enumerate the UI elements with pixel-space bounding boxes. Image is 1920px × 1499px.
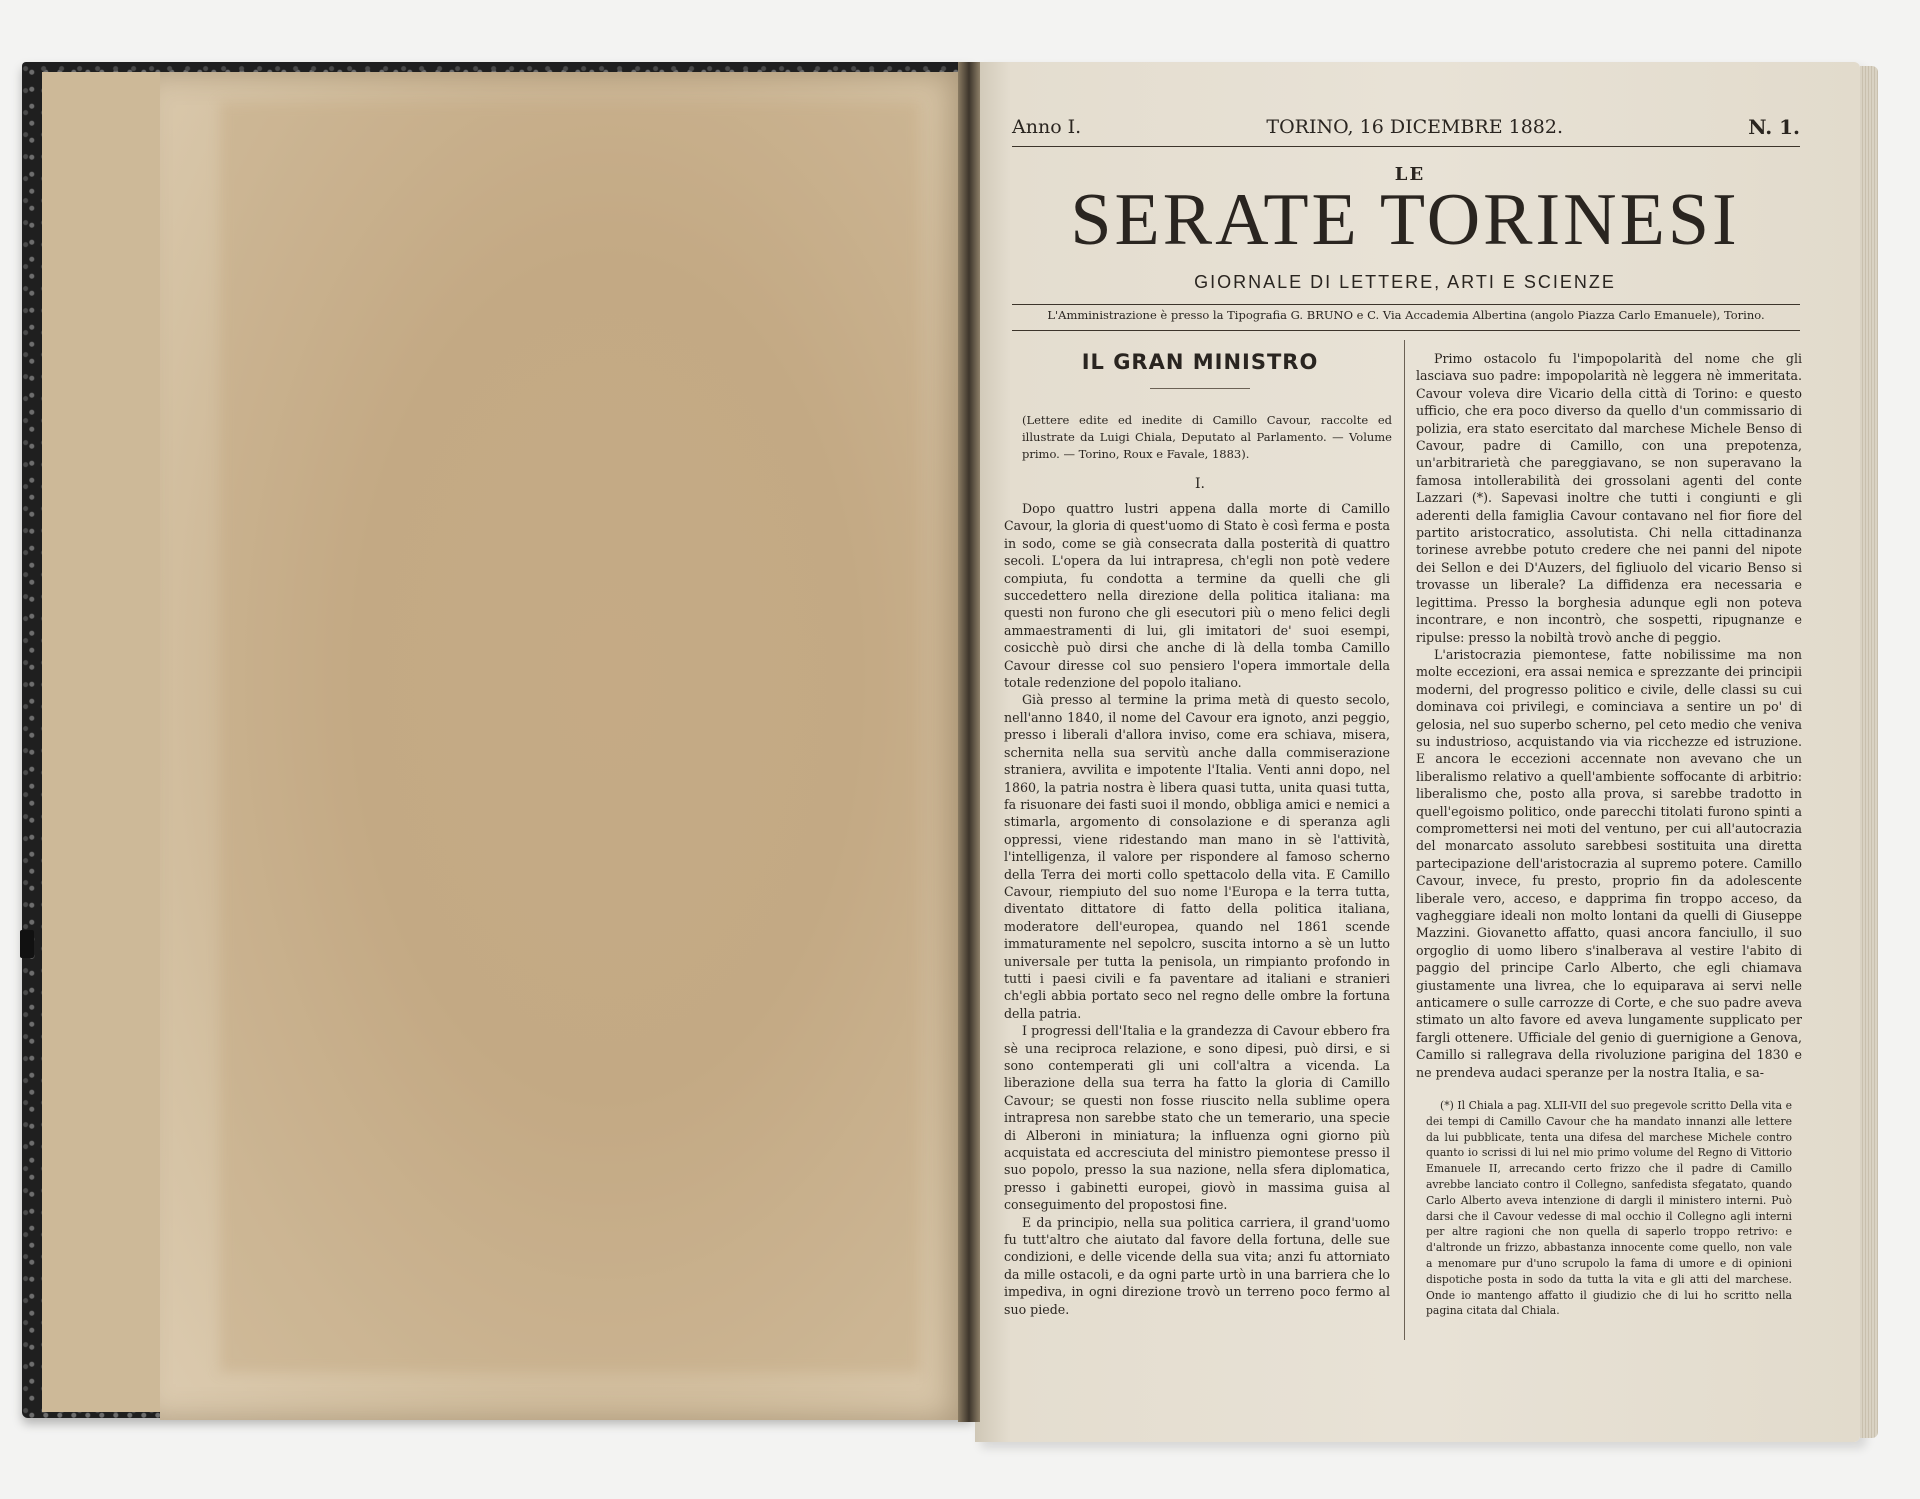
paragraph: Primo ostacolo fu l'impopolarità del nome che gli lasciava suo padre: impopolarità nè leggera nè immeritata. Cavour voleva dire Vicario della città di Torino: e questo ufficio, che era poco diverso da quello d'un commissario di polizia, era stato esercitato dal marchese Michele Benso di Cavour, padre di Camillo, con una prepotenza, un'arbitrarietà che pareggiavano, se non superavano la famosa intollerabilità dei grossolani agenti del conte Lazzari (*). Sapevasi inoltre che tutti i congiunti e gli aderenti della famiglia Cavour contavano nel fior fiore del partito aristocratico, assolutista. Chi nella cittadinanza torinese avrebbe potuto credere che nei panni del nipote dei Sellon e dei D'Auzers, del figliuolo del vicario Benso si trovasse un liberale? La diffidenza era necessaria e legittima. Presso la borghesia adunque egli non poteva incontrare, e non incontrò, che sospetti, ripugnanze e ripulse: presso la nobiltà trovò anche di peggio.	[1416, 351, 1802, 645]
masthead-rule	[1012, 146, 1800, 147]
administration-line: L'Amministrazione è presso la Tipografia G. BRUNO e C. Via Accademia Albertina (angolo Piazza Carlo Emanuele), Torino.	[1047, 308, 1765, 322]
left-page-stain	[220, 102, 920, 1372]
blank-left-page	[160, 72, 972, 1420]
issue-number: N. 1.	[1748, 115, 1800, 139]
page-edges	[1860, 66, 1878, 1438]
cover-clasp	[20, 930, 34, 958]
paragraph: Dopo quattro lustri appena dalla morte di Camillo Cavour, la gloria di quest'uomo di Stato è così ferma e posta in sodo, come se già consecrata dalla posterità di quattro secoli. L'opera da lui intrapresa, ch'egli non potè vedere compiuta, fu condotta a termine da quelli che gli succedettero nella direzione della politica italiana: ma questi non furono che gli esecutori più o meno felici degli ammaestramenti di lui, gli imitatori de' suoi esempi, cosicchè può dirsi che anche di là della tomba Camillo Cavour diresse col suo pensiero l'opera immortale della totale redenzione del popolo italiano.	[1004, 501, 1390, 691]
admin-rule-bottom	[1012, 330, 1800, 331]
article-source: (Lettere edite ed inedite di Camillo Cavour, raccolte ed illustrate da Luigi Chiala, Deputato al Parlamento. — Volume primo. — Torino, Roux e Favale, 1883).	[1022, 413, 1392, 461]
section-number: I.	[1195, 476, 1205, 492]
newspaper-subtitle: GIORNALE DI LETTERE, ARTI E SCIENZE	[1194, 272, 1616, 292]
newspaper-title: SERATE TORINESI	[1070, 179, 1740, 261]
admin-rule-top	[1012, 304, 1800, 305]
footnote	[1426, 1098, 1792, 1318]
paragraph: L'aristocrazia piemontese, fatte nobilissime ma non molte eccezioni, era assai nemica e sprezzante dei principii moderni, del progresso politico e civile, delle classi su cui dominava coi privilegi, e cominciava a sentire un po' di gelosia, nel suo superbo scherno, pel ceto medio che veniva su industrioso, acquistando via via ricchezze ed istruzione. E ancora le eccezioni accennate non avevano che un liberalismo relativo a quell'ambiente soffocante di arbitrio: liberalismo che, posto alla prova, si sarebbe tradotto in quell'egoismo politico, onde parecchi titolati furono spinti a compromettersi nei moti del ventuno, per cui all'autocrazia del monarcato assoluto sarebbesi sostituita una diretta partecipazione dell'aristocrazia al supremo potere. Camillo Cavour, invece, fu presto, proprio fin da adolescente liberale vero, acceso, e dapprima fin troppo acceso, da vagheggiare ideali non molto lontani da quelli di Giuseppe Mazzini. Giovanetto affatto, quasi ancora fanciullo, il suo orgoglio di uomo libero s'inalberava al vestire l'abito di paggio del principe Carlo Alberto, che egli chiamava giustamente una livrea, che lo equiparava ai servi nelle anticamere o sulle carrozze di Corte, e che suo padre aveva stimato un alto favore ed aveva lungamente supplicato per fargli ottenere. Ufficiale del genio di guernigione a Genova, Camillo si rallegrava della rivoluzione parigina del 1830 e ne prendeva audaci speranze per la nostra Italia, e sa-	[1416, 646, 1802, 1080]
column-divider	[1404, 340, 1405, 1340]
paragraph: E da principio, nella sua politica carriera, il grand'uomo fu tutt'altro che aiutato dal favore della fortuna, delle sue condizioni, e delle vicende della sua vita; anzi fu attorniato da mille ostacoli, e da ogni parte urtò in una barriera che lo impediva, in ogni direzione trovò un terreno poco fermo al suo piede.	[1004, 1214, 1390, 1317]
anno-label: Anno I.	[1012, 116, 1082, 138]
paragraph: I progressi dell'Italia e la grandezza di Cavour ebbero fra sè una reciproca relazione, e sono dipesi, può dirsi, e si sono contemperati gli uni coll'altra a vicenda. La liberazione della sua terra ha fatto la gloria di Camillo Cavour; se questi non fosse riuscito nella sublime opera intrapresa non sarebbe stato che un temerario, una specie di Alberoni in miniatura; la influenza ogni giorno più acquistata ed accresciuta del ministro piemontese presso il suo popolo, presso la sua nazione, nella sfera diplomatica, presso i gabinetti europei, giovò in massima guisa al conseguimento del propostosi fine.	[1004, 1023, 1390, 1213]
dateline: TORINO, 16 DICEMBRE 1882.	[1266, 116, 1564, 138]
paragraph: Già presso al termine la prima metà di questo secolo, nell'anno 1840, il nome del Cavour era ignoto, anzi peggio, presso i liberali d'allora inviso, come era schiava, misera, schernita nella sua servitù anche dalla commiserazione straniera, avvilita e impotente l'Italia. Venti anni dopo, nel 1860, la patria nostra è libera quasi tutta, unita quasi tutta, fa risuonare dei fasti suoi il mondo, obbliga amici e nemici a stimarla, argomento di consolazione e di speranza agli oppressi, viene ridestando man mano in sè l'attività, l'intelligenza, il valore per rispondere al famoso scherno della Terra dei morti collo spettacolo della vita. E Camillo Cavour, riempiuto del suo nome l'Europa e la terra tutta, diventato dittatore di fatto della politica italiana, moderatore dell'europea, quando nel 1861 scende immaturamente nel sepolcro, suscita intorno a sè un lutto universale per tutta la penisola, un rimpianto profondo in tutti i paesi civili e fa paventare ad italiani e stranieri ch'egli abbia portato seco nel regno delle ombre la fortuna della patria.	[1004, 692, 1390, 1021]
article-heading: IL GRAN MINISTRO	[1081, 350, 1319, 374]
article-column-left	[1004, 500, 1390, 1330]
footnote-text: (*) Il Chiala a pag. XLII-VII del suo pregevole scritto Della vita e dei tempi di Camillo Cavour che ha mandato innanzi alle lettere da lui pubblicate, tenta una difesa del marchese Michele contro quanto io scrissi di lui nel mio primo volume del Regno di Vittorio Emanuele II, arrecando certo frizzo che il padre di Camillo avrebbe lanciato contro il Collegno, sanfedista sfegatato, quando Carlo Alberto aveva intenzione di dargli il ministero interni. Può darsi che il Cavour vedesse di mal occhio il Collegno agli interni per altre ragioni che non quella di saperlo troppo retrivo: e d'altronde un frizzo, abbastanza innocente come quello, non vale a menomare pur d'uno scrupolo la fama di umore e di opinioni dispotiche posta in sodo da tutta la vita e gli atti del marchese. Onde io mantengo affatto il giudizio che di lui ho scritto nella pagina citata dal Chiala.	[1426, 1099, 1792, 1318]
title-article: LE	[1394, 164, 1426, 185]
book-gutter	[958, 62, 980, 1422]
masthead-line	[1012, 112, 1800, 142]
article-column-right	[1416, 350, 1802, 1085]
heading-rule	[1150, 388, 1250, 389]
